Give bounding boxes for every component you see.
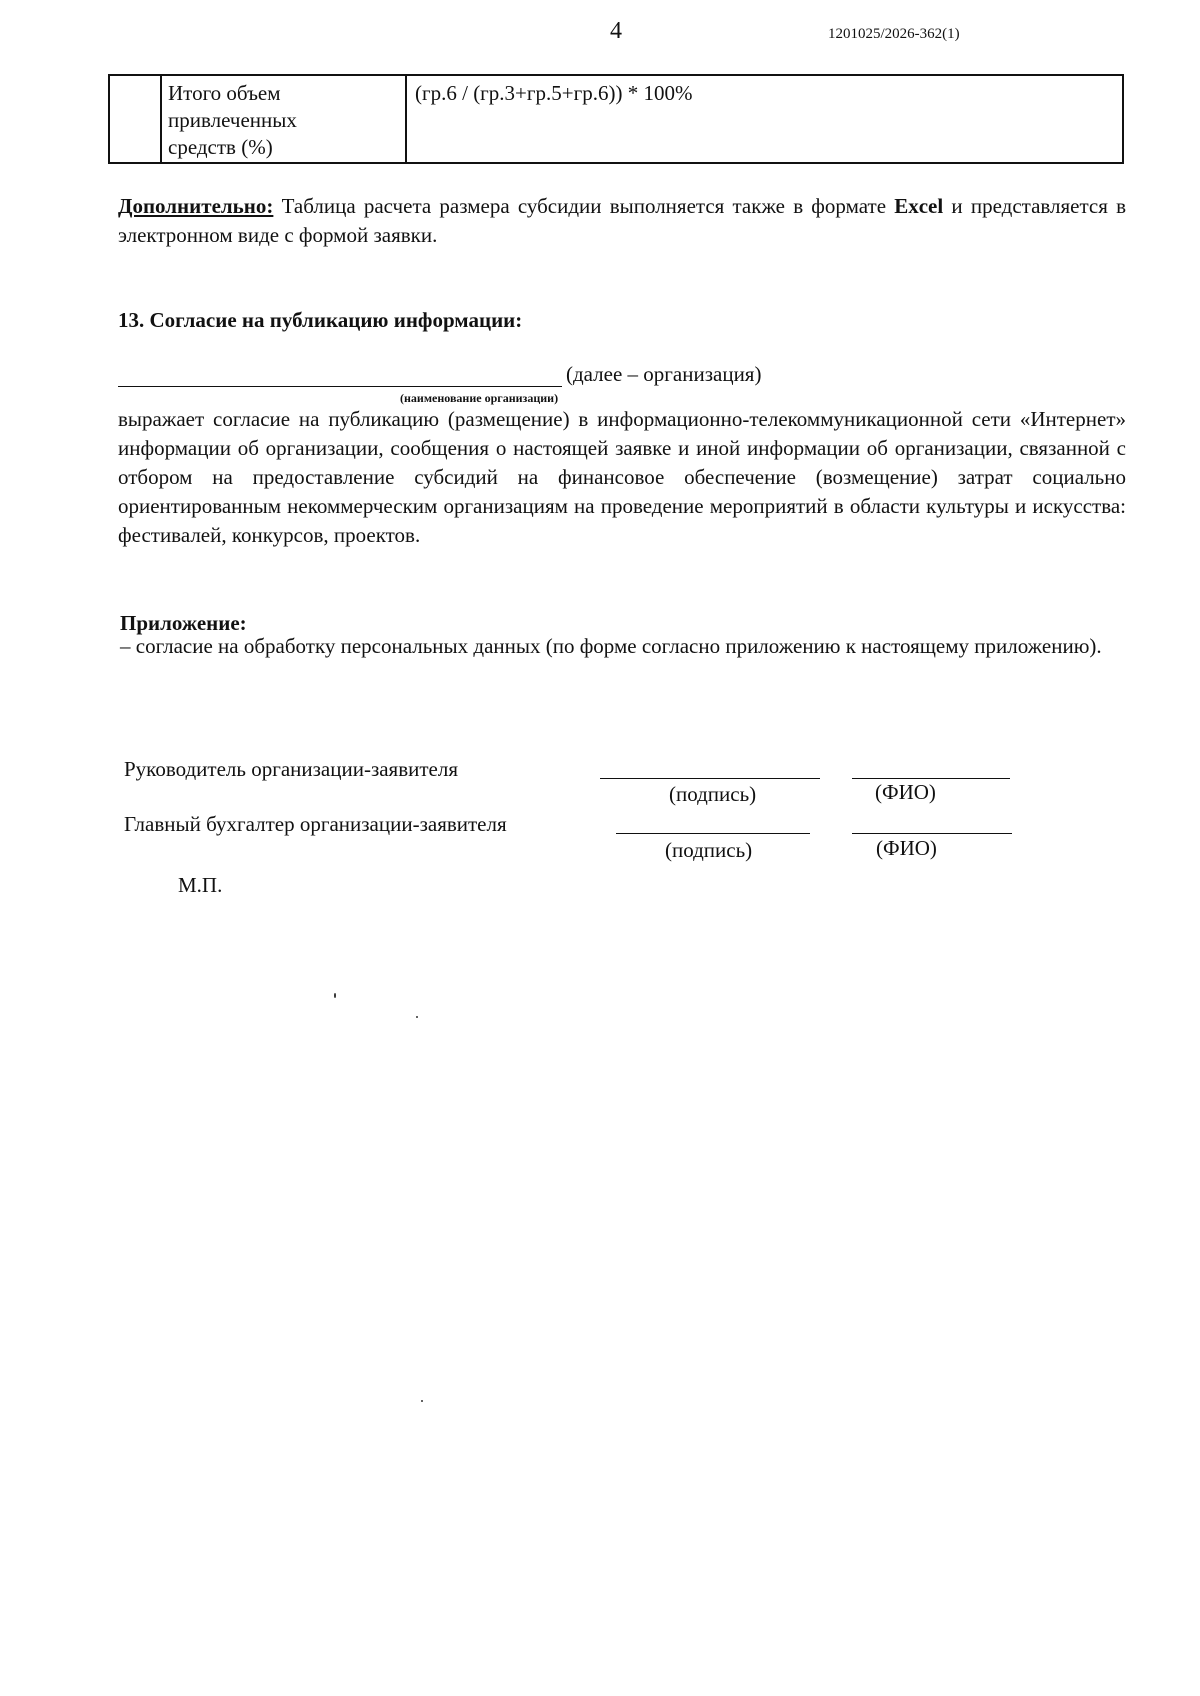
table-cell-name-line: привлеченных: [168, 108, 297, 132]
appendix-title: Приложение:: [120, 611, 247, 635]
page-number: 4: [610, 18, 622, 44]
head-signature-label: Руководитель организации-заявителя: [124, 757, 459, 781]
head-signature-line: [600, 778, 820, 779]
accountant-signature-label: Главный бухгалтер организации-заявителя: [124, 812, 507, 836]
additional-label: Дополнительно:: [118, 194, 274, 218]
calculation-table-row: [108, 74, 1124, 164]
additional-text-end: и представляется в электронном виде с формой заявки.: [118, 194, 1127, 247]
accountant-signature-caption: (подпись): [665, 838, 753, 862]
document-code: 1201025/2026-362(1): [828, 26, 960, 42]
consent-paragraph: выражает согласие на публикацию (размещение) в информационно-телекоммуникационной сети «Интернет» информации об организации, сообщения о настоящей заявке и иной информации об организации, связанной с отбором на предоставление субсидий на финансовое обеспечение (возмещение) затрат социально ориентированным некоммерческим организациям на проведение мероприятий в области культуры и искусства: фестивалей, конкурсов, проектов.: [118, 407, 1126, 547]
head-name-line: [852, 778, 1010, 779]
organization-name-line: [118, 386, 562, 387]
additional-note: [118, 192, 1126, 250]
organization-alias-text: (далее – организация): [566, 362, 762, 386]
excel-word: Excel: [894, 194, 944, 218]
stamp-place-label: М.П.: [178, 873, 223, 897]
scan-speck: [421, 1400, 423, 1402]
table-cell-name-line: Итого объем: [168, 81, 281, 105]
scan-speck: [334, 993, 336, 998]
table-cell-formula: (гр.6 / (гр.3+гр.5+гр.6)) * 100%: [415, 81, 693, 105]
accountant-signature-line: [616, 833, 810, 834]
head-name-caption: (ФИО): [875, 780, 936, 804]
accountant-name-line: [852, 833, 1012, 834]
appendix-text: – согласие на обработку персональных данных (по форме согласно приложению к настоящему приложению).: [120, 634, 1102, 658]
organization-name-caption: (наименование организации): [400, 391, 559, 405]
additional-text: Таблица расчета размера субсидии выполняется также в формате: [281, 194, 887, 218]
table-cell-number: [110, 76, 162, 162]
head-signature-caption: (подпись): [669, 782, 757, 806]
table-cell-name: [162, 76, 407, 162]
scan-speck: [416, 1016, 418, 1018]
accountant-name-caption: (ФИО): [876, 836, 937, 860]
table-cell-name-line: средств (%): [168, 135, 273, 159]
section-13-title: 13. Согласие на публикацию информации:: [118, 308, 523, 332]
